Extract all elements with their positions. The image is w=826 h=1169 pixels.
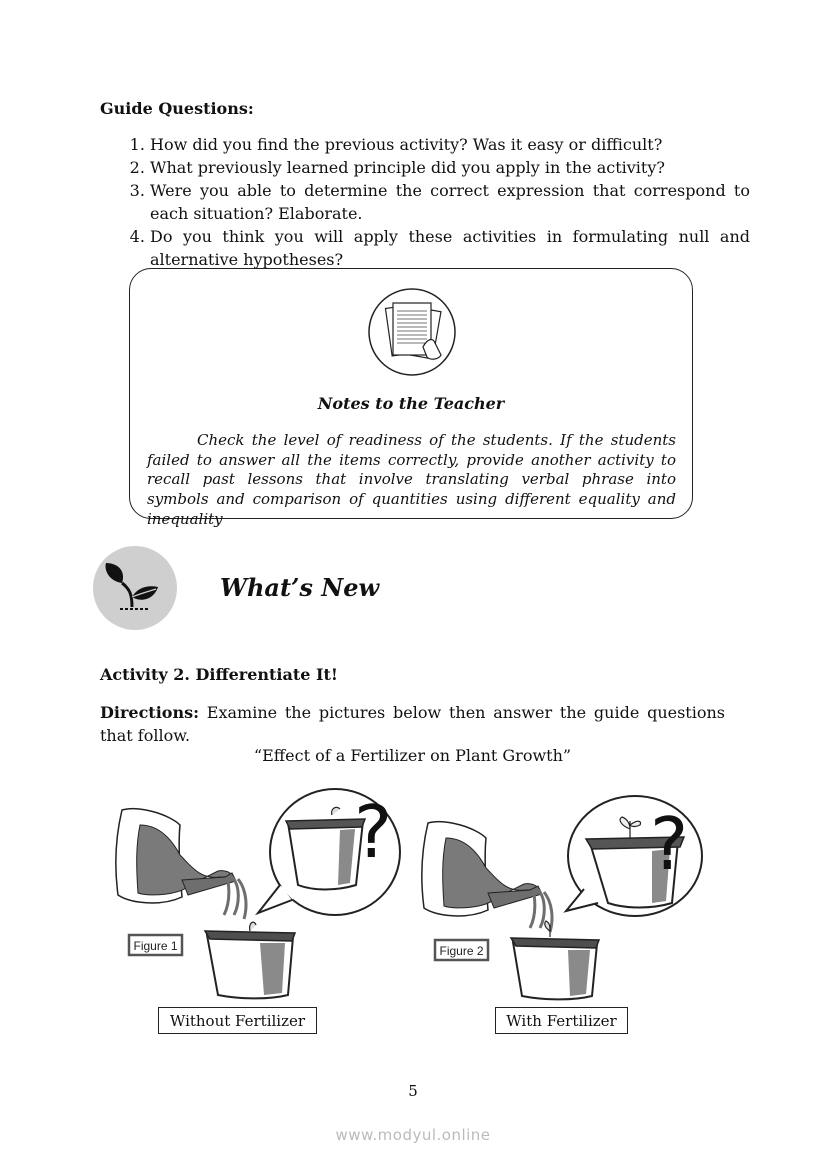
section-title: What’s New (220, 573, 380, 602)
directions-text: Examine the pictures below then answer the guide questions that follow. (100, 703, 725, 745)
page-number: 5 (408, 1082, 418, 1100)
guide-question: 1. How did you find the previous activity? Was it easy or difficult? (150, 133, 750, 156)
guide-question: 4. Do you think you will apply these activities in formulating null and alternative hypotheses? (150, 225, 750, 271)
papers-in-hand-icon (367, 287, 457, 377)
scene-without-fertilizer (116, 789, 400, 998)
scene-with-fertilizer (422, 796, 702, 999)
figure-1-tag: Figure 1 (133, 939, 178, 953)
fertilizer-illustration (100, 785, 740, 1045)
activity-title: Activity 2. Differentiate It! (100, 665, 338, 684)
teacher-notes-body (147, 431, 676, 530)
watermark: www.modyul.online (335, 1126, 491, 1144)
figure-2-tag: Figure 2 (439, 944, 484, 958)
teacher-notes-text: Check the level of readiness of the students. If the students failed to answer all the items correctly, provide another activity to recall past lessons that involve translating verbal phrase into symbols and comparison of quantities using different equality and inequality (147, 431, 676, 528)
guide-question: 3. Were you able to determine the correct expression that correspond to each situation? Elaborate. (150, 179, 750, 225)
teacher-notes-title: Notes to the Teacher (317, 394, 505, 413)
guide-questions-list (126, 133, 750, 271)
figure-caption: “Effect of a Fertilizer on Plant Growth” (253, 746, 572, 765)
without-fertilizer-label: Without Fertilizer (158, 1007, 317, 1034)
question-mark: ? (650, 802, 689, 886)
with-fertilizer-label: With Fertilizer (495, 1007, 628, 1034)
guide-question: 2. What previously learned principle did you apply in the activity? (150, 156, 750, 179)
question-mark: ? (354, 790, 393, 874)
guide-questions-title: Guide Questions: (100, 99, 254, 118)
activity-directions (100, 701, 725, 747)
directions-label: Directions: (100, 703, 199, 722)
plant-sprout-icon (92, 545, 178, 631)
